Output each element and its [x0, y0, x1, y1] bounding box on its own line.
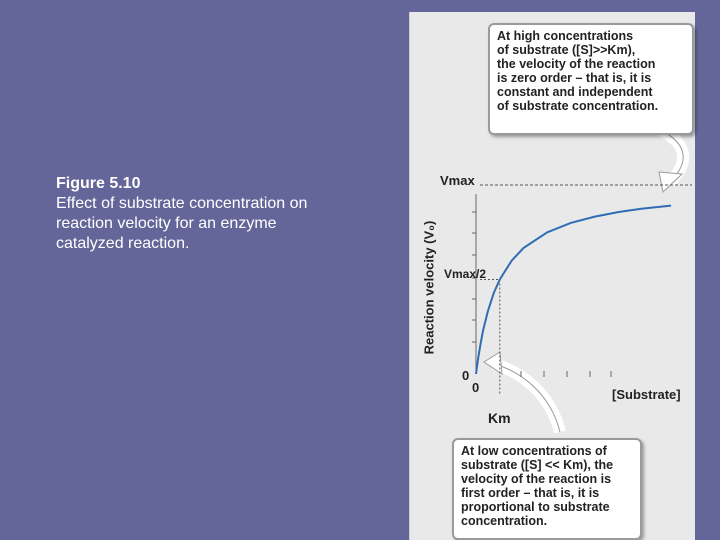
velocity-curve	[476, 206, 671, 374]
callout-line: first order – that is, it is	[461, 486, 600, 500]
y-tick-vmax-half	[444, 268, 486, 281]
callout-line: of substrate ([S]>>Km),	[497, 43, 636, 57]
chart-guides	[480, 185, 692, 394]
x-tick-km: Km	[488, 410, 511, 426]
figure-panel	[409, 12, 695, 540]
figure-caption	[56, 174, 366, 254]
y-axis-label: Reaction velocity (V₀)	[421, 220, 437, 355]
y-tick-zero: 0	[462, 368, 470, 383]
callout-line: proportional to substrate	[461, 500, 610, 514]
x-tick-zero: 0	[472, 380, 480, 395]
callout-arrow-high-head	[659, 172, 682, 192]
y-tick-vmax-half-label: Vmax/2	[444, 267, 487, 281]
callout-arrow-low-head	[484, 352, 502, 374]
callout-line: concentration.	[461, 514, 548, 528]
callout-line: the velocity of the reaction	[497, 57, 656, 71]
callout-low-concentration	[452, 438, 642, 540]
callout-line: velocity of the reaction is	[461, 472, 612, 486]
y-axis-label-wrap	[418, 210, 437, 370]
callout-line: is zero order – that is, it is	[497, 71, 652, 85]
callout-line: At high concentrations	[497, 29, 634, 43]
x-axis-label: [Substrate]	[612, 387, 681, 402]
caption-line: catalyzed reaction.	[56, 235, 190, 252]
y-tick-vmax: Vmax	[440, 173, 475, 188]
callout-line: of substrate concentration.	[497, 99, 659, 113]
caption-line: Effect of substrate concentration on	[56, 195, 308, 212]
callout-line: constant and independent	[497, 85, 653, 99]
callout-line: substrate ([S] << Km), the	[461, 458, 614, 472]
callout-high-concentration	[488, 23, 694, 135]
caption-title: Figure 5.10	[56, 175, 141, 192]
caption-line: reaction velocity for an enzyme	[56, 215, 277, 232]
callout-line: At low concentrations of	[461, 444, 607, 458]
